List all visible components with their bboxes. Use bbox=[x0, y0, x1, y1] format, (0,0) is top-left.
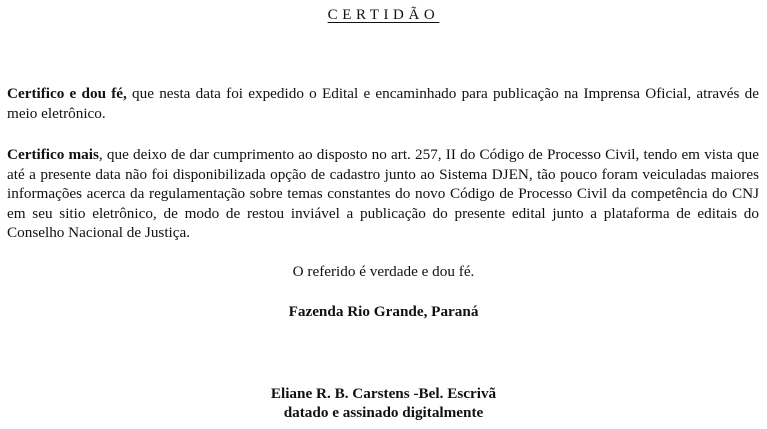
paragraph-certify-more bbox=[7, 145, 759, 243]
truth-statement: O referido é verdade e dou fé. bbox=[292, 263, 475, 280]
document-title: CERTIDÃO bbox=[327, 7, 440, 23]
digital-signature-note: datado e assinado digitalmente bbox=[283, 404, 484, 421]
signatory-name: Eliane R. B. Carstens -Bel. Escrivã bbox=[270, 385, 497, 402]
paragraph-certify-lead: Certifico e dou fé, bbox=[7, 85, 127, 102]
paragraph-certify bbox=[7, 84, 759, 123]
place-line: Fazenda Rio Grande, Paraná bbox=[288, 303, 479, 320]
paragraph-certify-text: que nesta data foi expedido o Edital e encaminhado para publicação na Imprensa Oficial, através de meio eletrônico. bbox=[7, 85, 759, 122]
paragraph-certify-more-text: , que deixo de dar cumprimento ao disposto no art. 257, II do Código de Processo Civil, tendo em vista que até a presente data não foi disponibilizada opção de cadastro junto ao Sistema DJEN, tão pouco foram veiculadas maiores informações acerca da regulamentação sobre temas constantes do novo Código de Processo Civil da competência do CNJ em seu sitio eletrônico, de modo de restou inviável a publicação do presente edital junto a plataforma de editais do Conselho Nacional de Justiça. bbox=[7, 146, 760, 241]
paragraph-certify-more-lead: Certifico mais bbox=[7, 146, 99, 163]
